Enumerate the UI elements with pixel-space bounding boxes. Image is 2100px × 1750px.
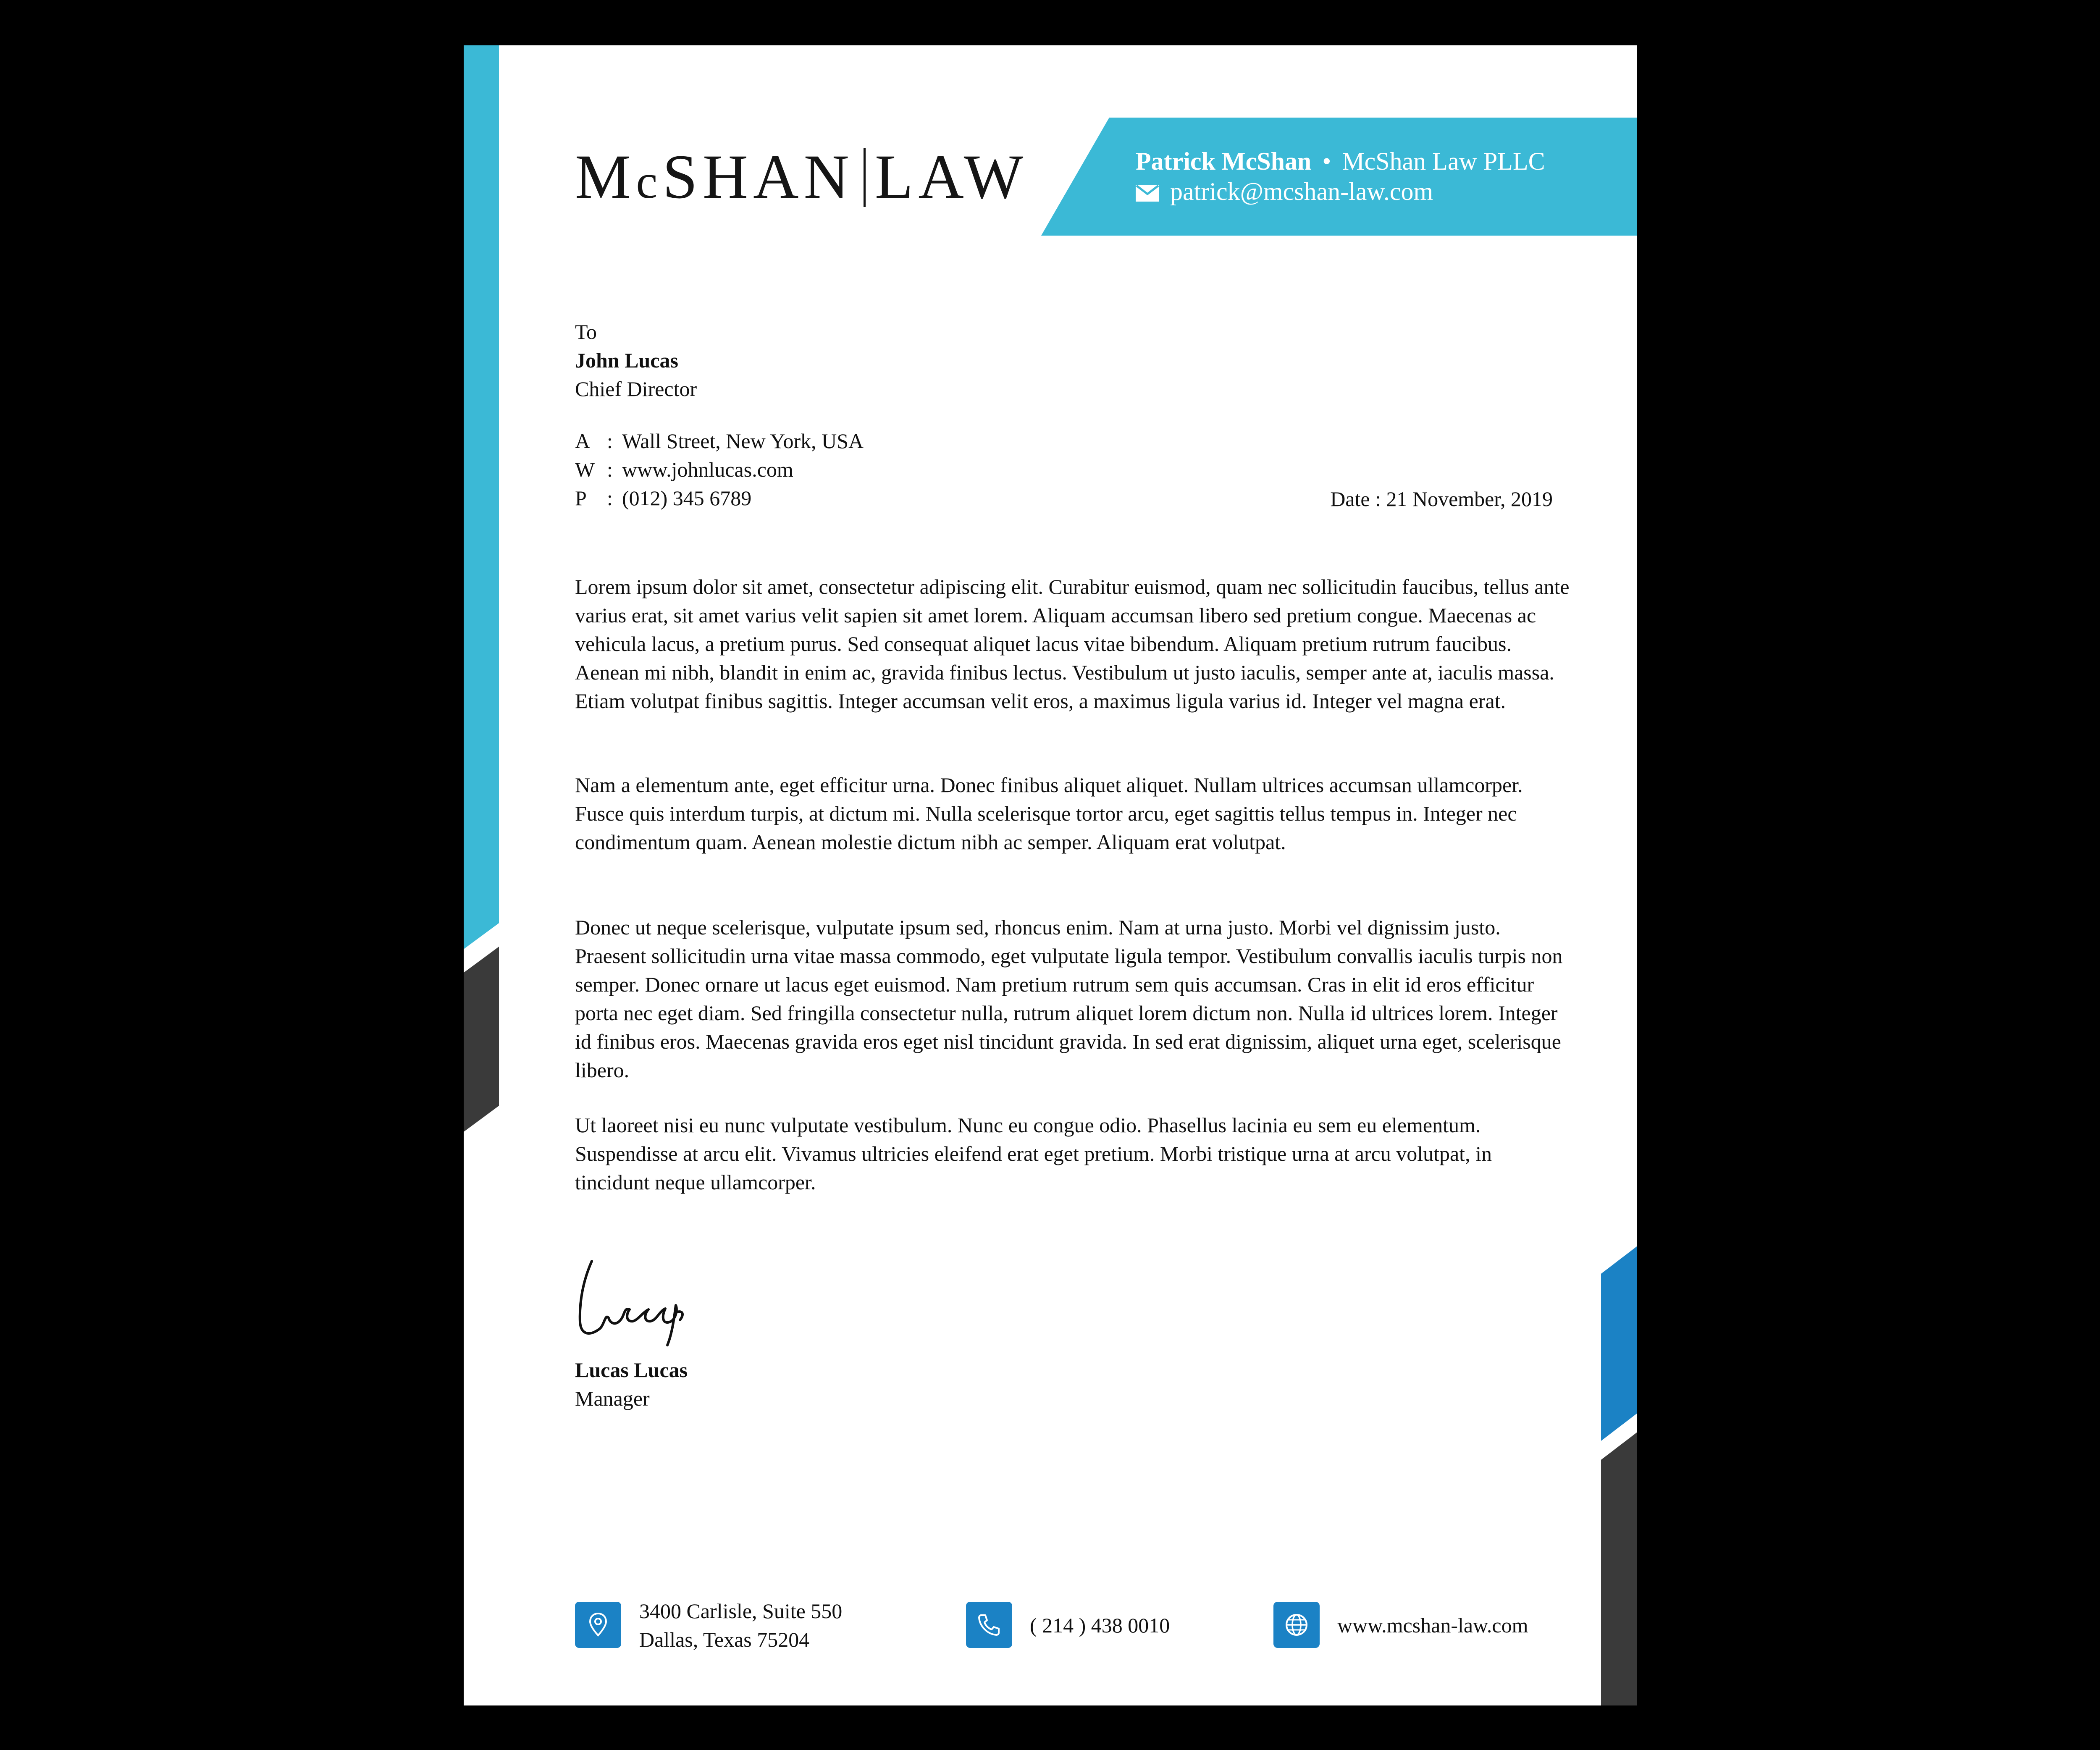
- logo-left: [575, 142, 854, 212]
- handwritten-signature: [575, 1251, 688, 1347]
- left-cyan-band: [464, 45, 499, 949]
- decorative-shapes: [464, 45, 1637, 1705]
- body-paragraph-1: Lorem ipsum dolor sit amet, consectetur adipiscing elit. Curabitur euismod, quam nec sollicitudin faucibus, tellus ante varius erat, sit amet varius velit sapien sit amet lorem. Aliquam accumsan libero sed pretium congue. Maecenas ac vehicula lacus, a pretium purus. Sed consequat aliquet lacus vitae bibendum. Aliquam pretium rutrum faucibus. Aenean mi nibh, blandit in enim ac, gravida finibus lectus. Vestibulum ut justo iaculis, semper ante at, iaculis massa. Etiam volutpat finibus sagittis. Integer accumsan velit eros, a maximus ligula varius id. Integer vel magna erat.: [575, 575, 1570, 713]
- to-label: To: [575, 320, 597, 344]
- logo-right: LAW: [874, 142, 1029, 212]
- sender-line: [1136, 146, 1545, 176]
- signatory-name: Lucas Lucas: [575, 1358, 688, 1382]
- body-paragraph-3: Donec ut neque scelerisque, vulputate ipsum sed, rhoncus enim. Nam at urna justo. Morbi vel dignissim justo. Praesent sollicitudin urna vitae massa commodo, eget vulputate ligula tempor. Vestibulum convallis iaculis turpis non semper. Donec ornare ut lacus eget euismod. Nam pretium rutrum sem quis accumsan. Cras in elit id eros efficitur porta nec eget diam. Sed fringilla consectetur nulla, rutrum aliquet lorem dictum non. Nulla id ultrices lorem. Integer id finibus eros. Maecenas gravida eros eget nisl tincidunt gravida. In sed erat dignissim, aliquet urna eget, scelerisque libero.: [575, 916, 1563, 1082]
- website-key: W: [575, 458, 595, 481]
- recipient-title: Chief Director: [575, 377, 697, 401]
- logo-left-m: M: [575, 142, 636, 212]
- phone-value: (012) 345 6789: [622, 486, 752, 510]
- recipient-name: John Lucas: [575, 349, 678, 372]
- logo-divider: [864, 148, 866, 207]
- recipient-address: [575, 427, 864, 455]
- logo-left-shan: SHAN: [662, 142, 854, 212]
- footer-phone: ( 214 ) 438 0010: [1030, 1614, 1170, 1637]
- footer-website[interactable]: www.mcshan-law.com: [1337, 1614, 1528, 1637]
- address-sep: :: [607, 429, 613, 453]
- address-value: Wall Street, New York, USA: [622, 429, 864, 453]
- sender-email[interactable]: patrick@mcshan-law.com: [1170, 178, 1433, 205]
- phone-icon: [966, 1602, 1012, 1648]
- location-pin-icon: [575, 1602, 621, 1648]
- footer-address: [639, 1597, 842, 1654]
- website-value[interactable]: www.johnlucas.com: [622, 458, 793, 481]
- email-line: [1136, 176, 1545, 207]
- letter-date: Date : 21 November, 2019: [1330, 487, 1553, 511]
- firm-name: McShan Law PLLC: [1342, 147, 1545, 175]
- body-paragraph-2: Nam a elementum ante, eget efficitur urna. Donec finibus aliquet aliquet. Nullam ultrices accumsan ullamcorper. Fusce quis interdum turpis, at dictum mi. Nulla scelerisque tortor arcu, eget sagittis tellus tempus in. Integer nec condimentum quam. Aenean molestie dictum nibh ac semper. Aliquam erat volutpat.: [575, 773, 1523, 854]
- firm-logo: [575, 142, 1029, 212]
- recipient-block: [575, 317, 864, 512]
- right-dark-band: [1601, 1433, 1637, 1705]
- phone-key: P: [575, 486, 587, 510]
- signatory-title: Manager: [575, 1387, 650, 1410]
- sender-name: Patrick McShan: [1136, 147, 1312, 175]
- envelope-icon: [1136, 185, 1159, 202]
- recipient-phone: [575, 484, 864, 512]
- body-paragraph-4: Ut laoreet nisi eu nunc vulputate vestibulum. Nunc eu congue odio. Phasellus lacinia eu sem eu elementum. Suspendisse at arcu elit. Vivamus ultricies eleifend erat eget pretium. Morbi tristique urna at arcu volutpat, in tincidunt neque ullamcorper.: [575, 1113, 1492, 1194]
- globe-icon: [1273, 1602, 1320, 1648]
- phone-sep: :: [607, 486, 613, 510]
- letterhead-page: [464, 45, 1637, 1705]
- address-key: A: [575, 429, 591, 453]
- right-blue-band: [1601, 1246, 1637, 1441]
- logo-left-c: c: [636, 155, 663, 208]
- left-dark-band: [464, 947, 499, 1132]
- footer-address-line2: Dallas, Texas 75204: [639, 1628, 810, 1651]
- header-contact: [1136, 146, 1545, 207]
- footer-address-line1: 3400 Carlisle, Suite 550: [639, 1599, 843, 1623]
- recipient-website: [575, 455, 864, 484]
- separator-dot: •: [1322, 147, 1331, 175]
- website-sep: :: [607, 458, 613, 481]
- signatory-block: [575, 1356, 688, 1413]
